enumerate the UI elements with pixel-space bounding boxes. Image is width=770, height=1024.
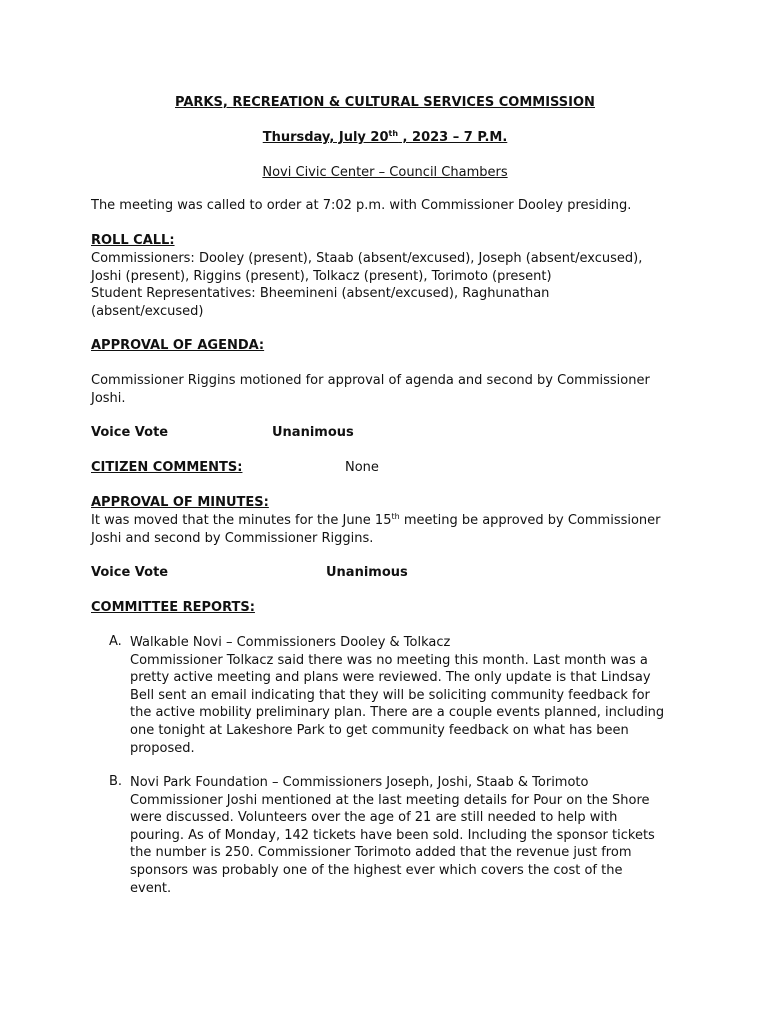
date-superscript: th (388, 129, 399, 138)
report-line: the active mobility preliminary plan. There are a couple events planned, including (130, 705, 665, 721)
report-line: pretty active meeting and plans were reviewed. The only update is that Lindsay (130, 670, 651, 686)
minutes-text (91, 512, 661, 547)
roll-call-heading: ROLL CALL: (91, 233, 175, 248)
report-line: Novi Park Foundation – Commissioners Joseph, Joshi, Staab & Torimoto (130, 775, 589, 790)
roll-call-line: Student Representatives: Bheemineni (absent/excused), Raghunathan (91, 286, 550, 302)
citizen-comments-value: None (345, 460, 379, 475)
agenda-heading: APPROVAL OF AGENDA: (91, 338, 265, 353)
report-line: one tonight at Lakeshore Park to get community feedback on what has been (130, 722, 629, 738)
minutes-line: It was moved that the minutes for the June 15th meeting be approved by Commissioner (91, 512, 661, 528)
agenda-vote-label: Voice Vote (91, 425, 169, 440)
roll-call-line: Commissioners: Dooley (present), Staab (absent/excused), Joseph (absent/excused), (91, 251, 643, 266)
report-line: Commissioner Tolkacz said there was no meeting this month. Last month was a (130, 652, 648, 668)
minutes-line: Joshi and second by Commissioner Riggins. (91, 530, 374, 546)
list-marker: A. (109, 634, 122, 649)
minutes-vote-result: Unanimous (326, 565, 408, 580)
report-line: pouring. As of Monday, 142 tickets have been sold. Including the sponsor tickets (130, 827, 655, 843)
committee-reports-heading: COMMITTEE REPORTS: (91, 600, 255, 615)
minutes-heading: APPROVAL OF MINUTES: (91, 495, 269, 510)
report-line: were discussed. Volunteers over the age of 21 are still needed to help with (130, 810, 618, 826)
agenda-vote-result: Unanimous (272, 425, 354, 440)
committee-report-b (130, 774, 655, 897)
report-line: proposed. (130, 740, 195, 756)
roll-call-text (91, 250, 642, 320)
date-prefix: Thursday, July 20 (262, 130, 389, 145)
document-title: PARKS, RECREATION & CULTURAL SERVICES COMMISSION (175, 95, 595, 110)
report-line: Commissioner Joshi mentioned at the last meeting details for Pour on the Shore (130, 792, 650, 808)
roll-call-line: Joshi (present), Riggins (present), Tolkacz (present), Torimoto (present) (91, 268, 552, 284)
minutes-superscript: th (391, 512, 400, 521)
report-line: sponsors was probably one of the highest ever which covers the cost of the (130, 862, 623, 878)
date-suffix: , 2023 – 7 P.M. (398, 130, 508, 145)
roll-call-line: (absent/excused) (91, 303, 204, 319)
meeting-location: Novi Civic Center – Council Chambers (262, 165, 508, 180)
agenda-line: Commissioner Riggins motioned for approval of agenda and second by Commissioner (91, 373, 650, 388)
report-line: Walkable Novi – Commissioners Dooley & Tolkacz (130, 635, 451, 650)
committee-report-a (130, 634, 664, 757)
report-line: event. (130, 880, 172, 896)
citizen-comments-heading: CITIZEN COMMENTS: (91, 460, 243, 475)
call-to-order: The meeting was called to order at 7:02 p.m. with Commissioner Dooley presiding. (91, 198, 632, 213)
meeting-date (0, 130, 770, 145)
list-marker: B. (109, 774, 123, 789)
report-line: the number is 250. Commissioner Torimoto added that the revenue just from (130, 845, 632, 861)
agenda-text (91, 372, 650, 407)
minutes-vote-label: Voice Vote (91, 565, 169, 580)
report-line: Bell sent an email indicating that they will be soliciting community feedback for (130, 687, 650, 703)
agenda-line: Joshi. (91, 390, 126, 406)
